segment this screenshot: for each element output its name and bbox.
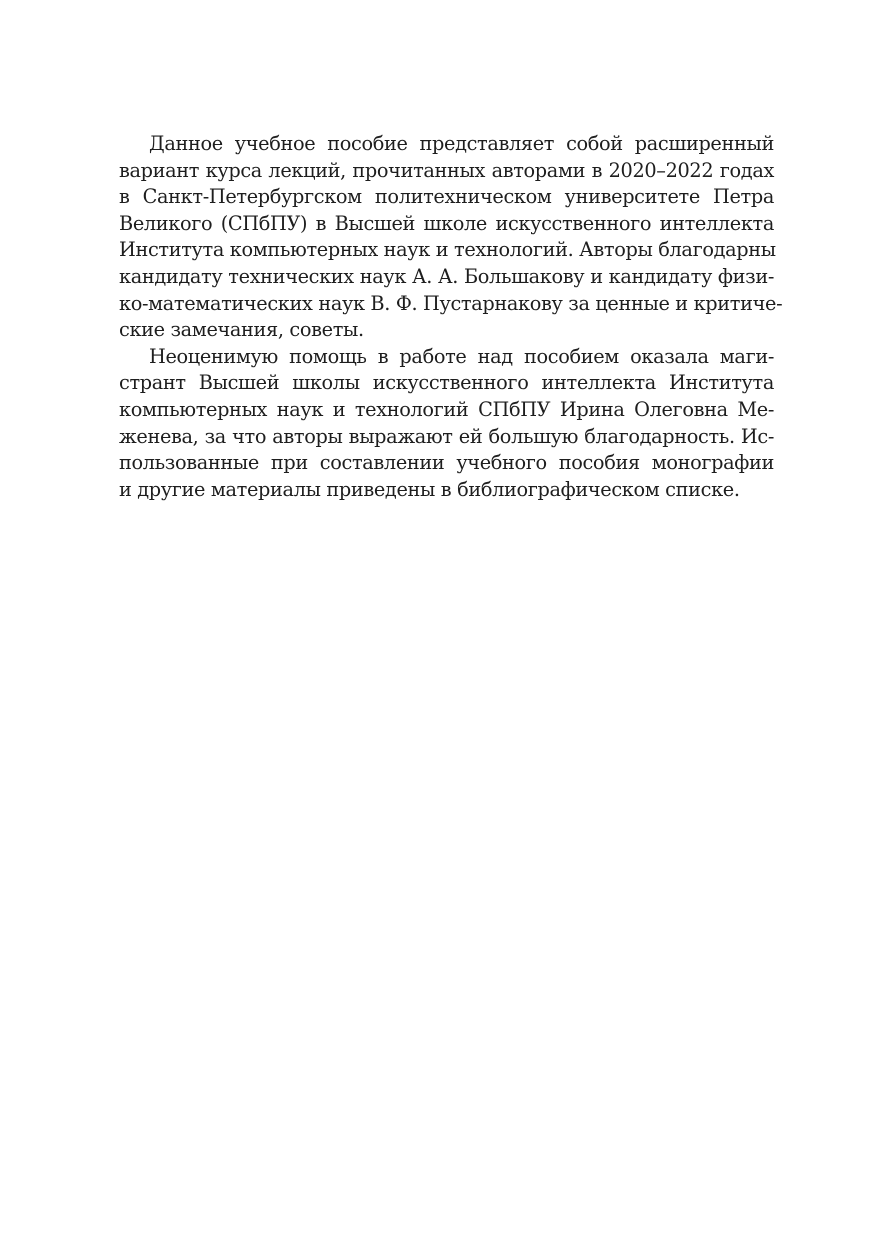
text-line: ские замечания, советы. bbox=[119, 318, 364, 342]
text-line: ко-математических наук В. Ф. Пустарнакову за ценные и критиче- bbox=[119, 291, 783, 315]
text-line: Данное учебное пособие представляет собой расширенный bbox=[149, 132, 774, 155]
text-line: странт Высшей школы искусственного интеллекта Института bbox=[119, 371, 774, 395]
paragraph-2 bbox=[119, 344, 774, 504]
text-line: Неоценимую помощь в работе над пособием оказала маги- bbox=[149, 344, 774, 368]
text-line: Великого (СПбПУ) в Высшей школе искусственного интеллекта bbox=[119, 211, 774, 235]
paragraph-1 bbox=[119, 131, 783, 344]
text-line: в Санкт-Петербургском политехническом университете Петра bbox=[119, 185, 774, 209]
body-text bbox=[119, 131, 783, 503]
text-line: компьютерных наук и технологий СПбПУ Ирина Олеговна Ме- bbox=[119, 397, 774, 421]
text-line: пользованные при составлении учебного пособия монографии bbox=[119, 451, 774, 475]
text-line: кандидату технических наук А. А. Большакову и кандидату физи- bbox=[119, 264, 774, 288]
text-line: вариант курса лекций, прочитанных авторами в 2020–2022 годах bbox=[119, 158, 774, 182]
text-line: женева, за что авторы выражают ей большую благодарность. Ис- bbox=[119, 424, 774, 448]
text-line: и другие материалы приведены в библиографическом списке. bbox=[119, 477, 740, 501]
text-line: Института компьютерных наук и технологий. Авторы благодарны bbox=[119, 238, 776, 262]
